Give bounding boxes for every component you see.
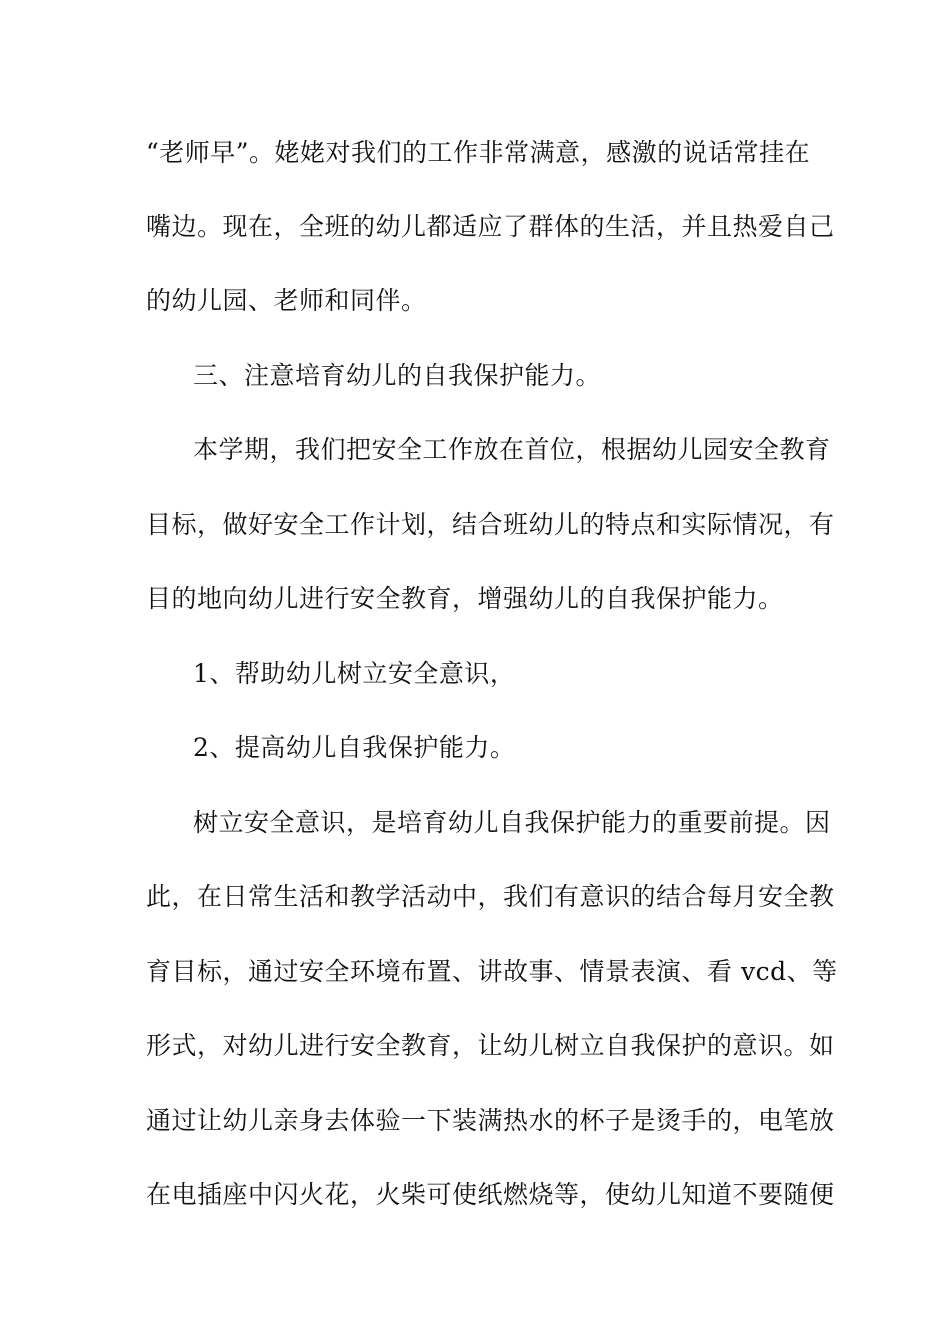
text-line: 树立安全意识，是培育幼儿自我保护能力的重要前提。因	[193, 808, 831, 837]
text-line: “老师早”。姥姥对我们的工作非常满意，感激的说话常挂在	[146, 138, 811, 167]
text-line: 形式，对幼儿进行安全教育，让幼儿树立自我保护的意识。如	[146, 1031, 835, 1060]
text-line: 在电插座中闪火花，火柴可使纸燃烧等，使幼儿知道不要随便	[146, 1180, 835, 1209]
text-line: 此，在日常生活和教学活动中，我们有意识的结合每月安全教	[146, 882, 835, 911]
text-line: 目标，做好安全工作计划，结合班幼儿的特点和实际情况，有	[146, 510, 835, 539]
list-item: 2、提高幼儿自我保护能力。	[193, 733, 516, 762]
text-line: 嘴边。现在，全班的幼儿都适应了群体的生活，并且热爱自己	[146, 212, 835, 241]
text-line: 目的地向幼儿进行安全教育，增强幼儿的自我保护能力。	[146, 584, 784, 613]
text-line: 育目标，通过安全环境布置、讲故事、情景表演、看 vcd、等	[146, 957, 838, 986]
text-line: 的幼儿园、老师和同伴。	[146, 286, 427, 315]
text-line: 通过让幼儿亲身去体验一下装满热水的杯子是烫手的，电笔放	[146, 1106, 835, 1135]
text-line: 本学期，我们把安全工作放在首位，根据幼儿园安全教育	[193, 435, 831, 464]
list-item: 1、帮助幼儿树立安全意识，	[193, 659, 516, 688]
section-heading: 三、注意培育幼儿的自我保护能力。	[193, 361, 602, 390]
